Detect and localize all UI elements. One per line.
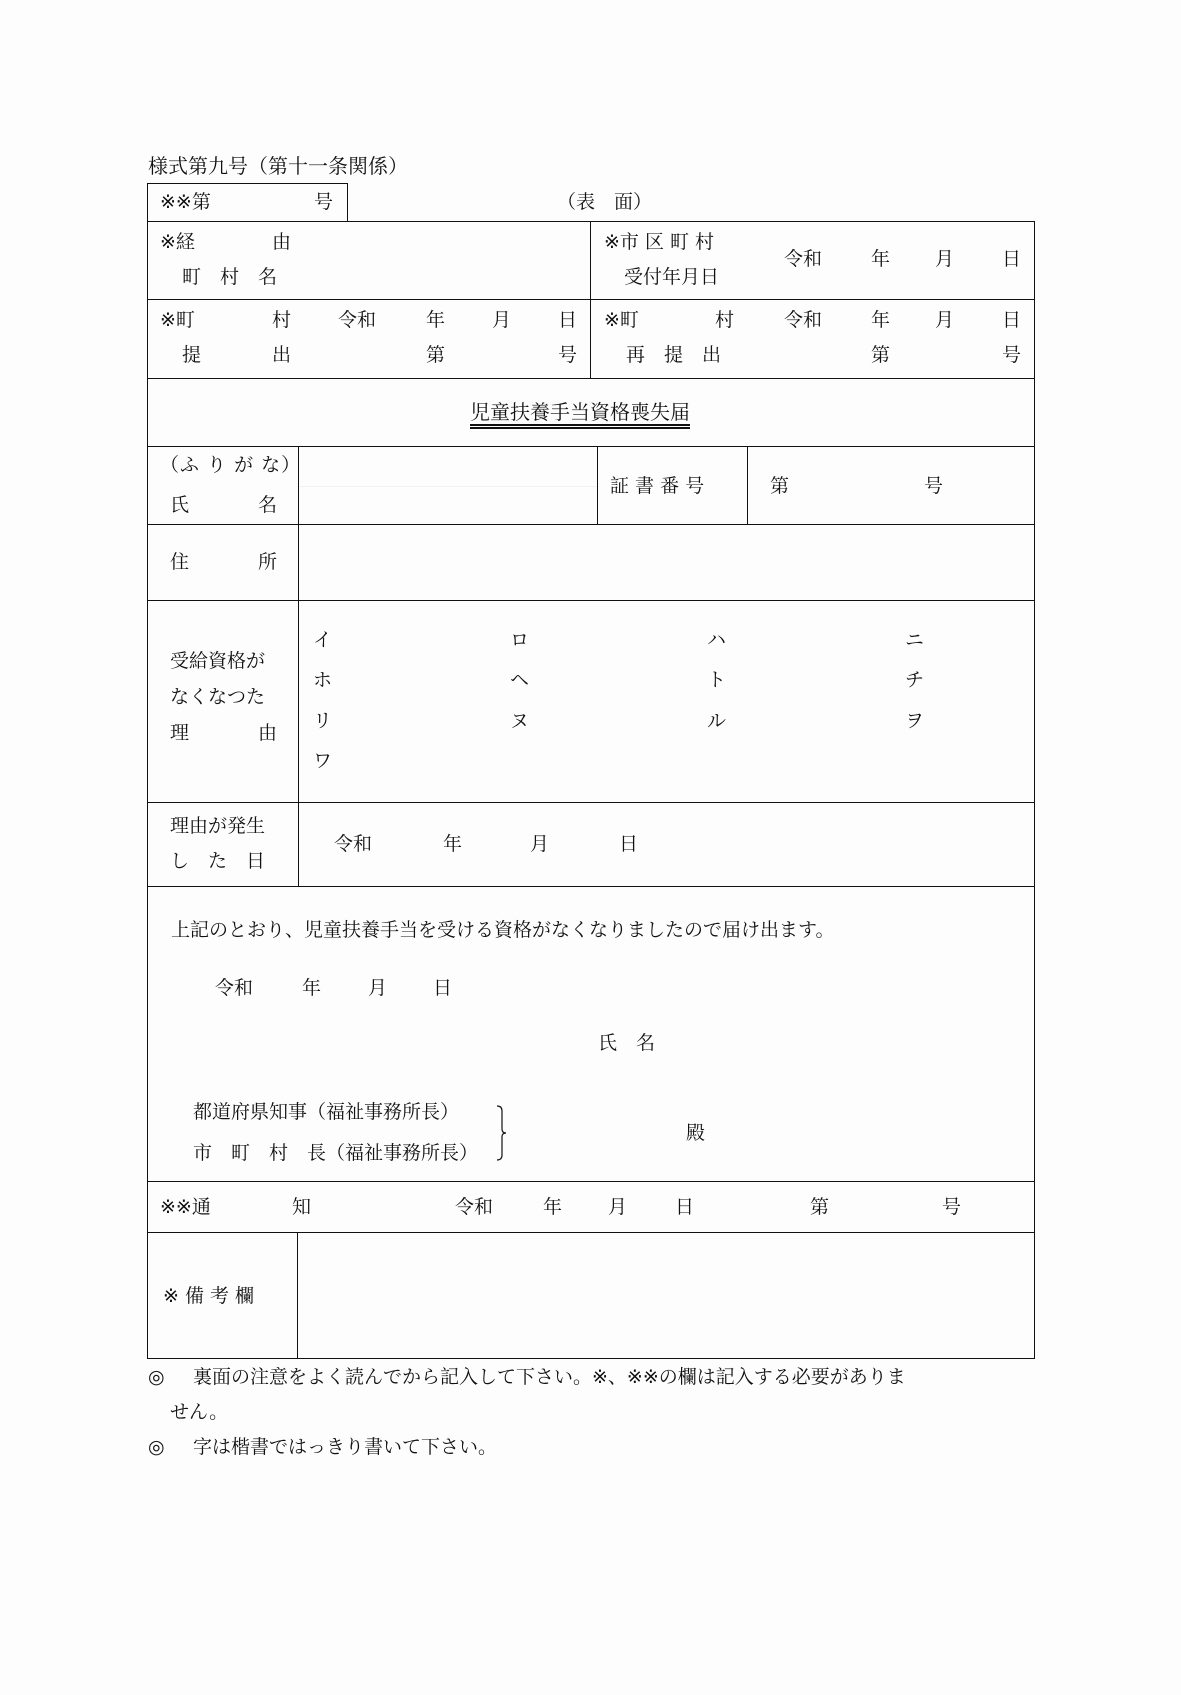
occurrence-year: 年 bbox=[443, 833, 463, 855]
furigana-guide-line bbox=[299, 486, 597, 487]
notification-label-b: 知 bbox=[292, 1196, 312, 1218]
submit-no-suffix: 号 bbox=[558, 344, 578, 366]
resubmit-no-suffix: 号 bbox=[1002, 344, 1022, 366]
notification-label-a: ※※通 bbox=[160, 1196, 211, 1218]
resubmit-label-b: 村 bbox=[715, 309, 735, 331]
occurrence-label-line2: し た 日 bbox=[170, 850, 266, 872]
receipt-era: 令和 bbox=[784, 248, 823, 270]
submit-month: 月 bbox=[492, 309, 512, 331]
divider bbox=[147, 1232, 1035, 1233]
declaration-month: 月 bbox=[368, 977, 388, 999]
reason-option-wa[interactable]: ワ bbox=[313, 750, 333, 772]
remarks-label: ※ 備 考 欄 bbox=[163, 1285, 255, 1307]
address-field[interactable] bbox=[300, 527, 1032, 598]
via-label-b: 由 bbox=[272, 231, 292, 253]
reason-option-ri[interactable]: リ bbox=[313, 710, 333, 732]
document-title: 児童扶養手当資格喪失届 bbox=[470, 400, 690, 424]
divider bbox=[147, 802, 1035, 803]
occurrence-label-line1: 理由が発生 bbox=[170, 815, 266, 837]
applicant-name-field[interactable] bbox=[680, 1024, 1020, 1062]
declaration-year: 年 bbox=[302, 977, 322, 999]
resubmit-year: 年 bbox=[871, 309, 891, 331]
declaration-day: 日 bbox=[433, 977, 453, 999]
applicant-name-label: 氏 名 bbox=[598, 1032, 656, 1054]
via-town-field[interactable] bbox=[300, 224, 585, 296]
notification-era: 令和 bbox=[455, 1196, 494, 1218]
submit-label-c: 提 bbox=[182, 344, 202, 366]
submit-no-prefix: 第 bbox=[426, 344, 446, 366]
resubmit-label-line2: 再 提 出 bbox=[626, 344, 722, 366]
reason-label-line3-b: 由 bbox=[258, 722, 278, 744]
addressee-line1: 都道府県知事（福祉事務所長） bbox=[193, 1101, 460, 1123]
declaration-era: 令和 bbox=[215, 977, 254, 999]
note-text-1-line2: せん。 bbox=[170, 1401, 229, 1423]
resubmit-day: 日 bbox=[1002, 309, 1022, 331]
divider bbox=[298, 446, 299, 886]
reason-option-chi[interactable]: チ bbox=[905, 669, 925, 691]
receipt-month: 月 bbox=[935, 248, 955, 270]
divider bbox=[147, 299, 1035, 300]
via-label-a: ※経 bbox=[160, 231, 195, 253]
occurrence-era: 令和 bbox=[334, 833, 373, 855]
reason-label-line3-a: 理 bbox=[170, 722, 190, 744]
reason-label-line2: なくなつた bbox=[170, 686, 266, 708]
furigana-field[interactable] bbox=[300, 449, 595, 485]
notification-no-prefix: 第 bbox=[810, 1196, 830, 1218]
note-text-1-line1: 裏面の注意をよく読んでから記入して下さい。※、※※の欄は記入する必要がありま bbox=[193, 1366, 906, 1388]
reason-option-to[interactable]: ト bbox=[707, 669, 727, 691]
office-number-field[interactable] bbox=[230, 188, 310, 218]
note-mark-icon: ◎ bbox=[148, 1366, 165, 1388]
name-label-a: 氏 bbox=[170, 494, 190, 516]
occurrence-day: 日 bbox=[619, 833, 639, 855]
resubmit-label-a: ※町 bbox=[604, 309, 639, 331]
submit-label-b: 村 bbox=[272, 309, 292, 331]
divider bbox=[147, 524, 1035, 525]
occurrence-date-field[interactable] bbox=[300, 805, 1032, 884]
receipt-year: 年 bbox=[871, 248, 891, 270]
reason-label-line1: 受給資格が bbox=[170, 650, 266, 672]
certificate-prefix: 第 bbox=[770, 475, 790, 497]
note-mark-icon: ◎ bbox=[148, 1436, 165, 1458]
divider bbox=[147, 378, 1035, 379]
via-label-line2: 町 村 名 bbox=[182, 266, 278, 288]
divider bbox=[147, 1181, 1035, 1182]
address-label-a: 住 bbox=[170, 551, 190, 573]
divider bbox=[147, 886, 1035, 887]
reason-option-ho[interactable]: ホ bbox=[313, 669, 333, 691]
submit-label-d: 出 bbox=[272, 344, 292, 366]
form-table bbox=[147, 221, 1035, 1359]
address-label-b: 所 bbox=[258, 551, 278, 573]
side-label: （表 面） bbox=[557, 191, 653, 213]
certificate-suffix: 号 bbox=[924, 475, 944, 497]
certificate-label: 証 書 番 号 bbox=[610, 475, 705, 497]
form-label: 様式第九号（第十一条関係） bbox=[148, 154, 408, 178]
furigana-label: （ふ り が な） bbox=[160, 454, 302, 476]
divider bbox=[147, 446, 1035, 447]
divider bbox=[147, 600, 1035, 601]
addressee-line2: 市 町 村 長（福祉事務所長） bbox=[193, 1142, 479, 1164]
resubmit-no-prefix: 第 bbox=[871, 344, 891, 366]
notification-day: 日 bbox=[675, 1196, 695, 1218]
receipt-day: 日 bbox=[1002, 248, 1022, 270]
office-number-prefix: ※※第 bbox=[160, 191, 211, 213]
declaration-text: 上記のとおり、児童扶養手当を受ける資格がなくなりましたので届け出ます。 bbox=[171, 919, 835, 941]
reason-option-nu[interactable]: ヌ bbox=[510, 710, 530, 732]
notification-month: 月 bbox=[608, 1196, 628, 1218]
office-number-suffix: 号 bbox=[314, 191, 334, 213]
occurrence-month: 月 bbox=[530, 833, 550, 855]
notification-no-suffix: 号 bbox=[942, 1196, 962, 1218]
reason-option-ni[interactable]: ニ bbox=[905, 629, 925, 651]
name-field[interactable] bbox=[300, 488, 595, 522]
certificate-number-field[interactable] bbox=[795, 465, 920, 505]
remarks-field[interactable] bbox=[299, 1235, 1032, 1356]
brace-icon bbox=[495, 1105, 509, 1161]
submit-day: 日 bbox=[558, 309, 578, 331]
honorific: 殿 bbox=[686, 1122, 706, 1144]
resubmit-month: 月 bbox=[935, 309, 955, 331]
resubmit-era: 令和 bbox=[784, 309, 823, 331]
submit-label-a: ※町 bbox=[160, 309, 195, 331]
divider bbox=[297, 1232, 298, 1359]
submit-year: 年 bbox=[426, 309, 446, 331]
notification-year: 年 bbox=[543, 1196, 563, 1218]
reason-option-ru[interactable]: ル bbox=[707, 710, 727, 732]
note-text-2: 字は楷書ではっきり書いて下さい。 bbox=[193, 1436, 498, 1458]
reason-option-ro[interactable]: ロ bbox=[510, 629, 530, 651]
submit-era: 令和 bbox=[338, 309, 377, 331]
divider bbox=[747, 446, 748, 524]
reason-option-i[interactable]: イ bbox=[313, 629, 333, 651]
name-label-b: 名 bbox=[258, 494, 278, 516]
reason-option-ha[interactable]: ハ bbox=[707, 629, 727, 651]
reason-option-he[interactable]: ヘ bbox=[510, 669, 530, 691]
receipt-label-line2: 受付年月日 bbox=[624, 266, 720, 288]
divider bbox=[590, 221, 591, 378]
receipt-label-line1: ※市 区 町 村 bbox=[604, 231, 715, 253]
divider bbox=[597, 446, 598, 524]
reason-option-wo[interactable]: ヲ bbox=[905, 710, 925, 732]
